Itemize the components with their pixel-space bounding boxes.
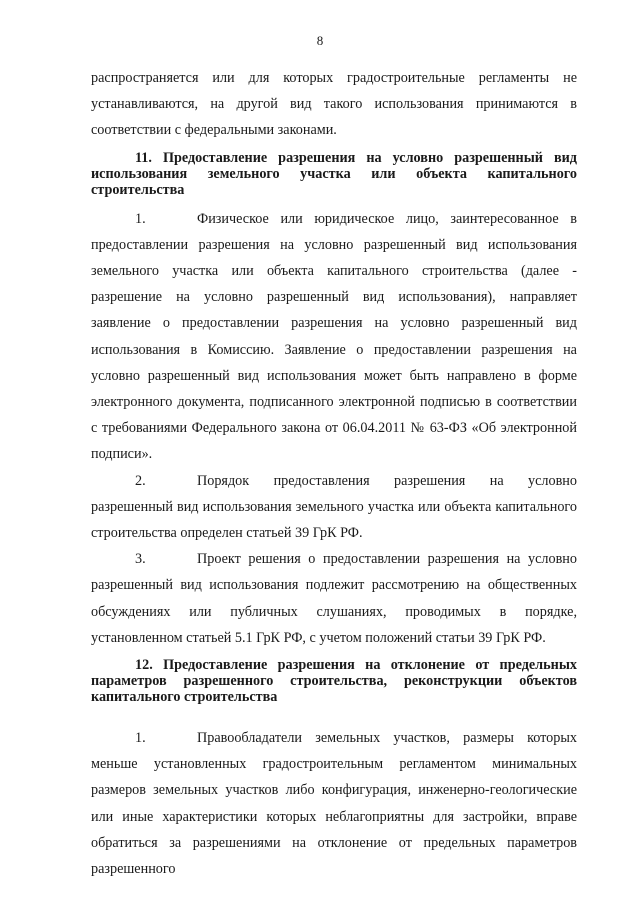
item-text: Проект решения о предоставлении разрешения на условно разрешенный вид использования подлежит рассмотрению на общественных обсуждениях или публичных слушаниях, проводимых в порядке, установленном статьей 5.1 ГрК РФ, с учетом положений статьи 39 ГрК РФ. [91, 551, 577, 646]
item-number: 2. [135, 472, 146, 489]
page-number: 8 [316, 33, 324, 48]
spacer [91, 713, 577, 725]
item-number: 3. [135, 551, 146, 568]
item-text: Физическое или юридическое лицо, заинтересованное в предоставлении разрешения на условно разрешенный вид использования земельного участка или объекта капитального строительства (далее - разрешение на условно разрешенный вид использования), направляет заявление о предоставлении разрешения на условно разрешенный вид использования в Комиссию. Заявление о предоставлении разрешения на условно разрешенный вид использования может быть направлено в форме электронного документа, подписанного электронной подписью в соответствии с требованиями Федерального закона от 06.04.2011 № 63-ФЗ «Об электронной подписи». [91, 210, 577, 463]
section-11-heading: 11. Предоставление разрешения на условно разрешенный вид использования земельного участка или объекта капитального строительства [91, 149, 577, 198]
section-12-heading: 12. Предоставление разрешения на отклонение от предельных параметров разрешенного строительства, реконструкции объектов капитального строительства [91, 657, 577, 706]
section-11-item-3 [91, 546, 577, 651]
section-11-item-1 [91, 206, 577, 468]
item-text: Порядок предоставления разрешения на условно разрешенный вид использования земельного участка или объекта капитального строительства определен статьей 39 ГрК РФ. [91, 472, 577, 542]
section-12-item-1 [91, 725, 577, 882]
page-content [91, 65, 577, 882]
section-11-item-2 [91, 468, 577, 547]
item-text: Правообладатели земельных участков, размеры которых меньше установленных градостроительным регламентом минимальных размеров земельных участков либо конфигурация, инженерно-геологические или иные характеристики которых неблагоприятны для застройки, вправе обратиться за разрешениями на отклонение от предельных параметров разрешенного [91, 730, 577, 878]
intro-paragraph: распространяется или для которых градостроительные регламенты не устанавливаются, на другой вид такого использования принимаются в соответствии с федеральными законами. [91, 70, 577, 139]
item-number: 1. [135, 210, 146, 227]
item-number: 1. [135, 730, 146, 747]
